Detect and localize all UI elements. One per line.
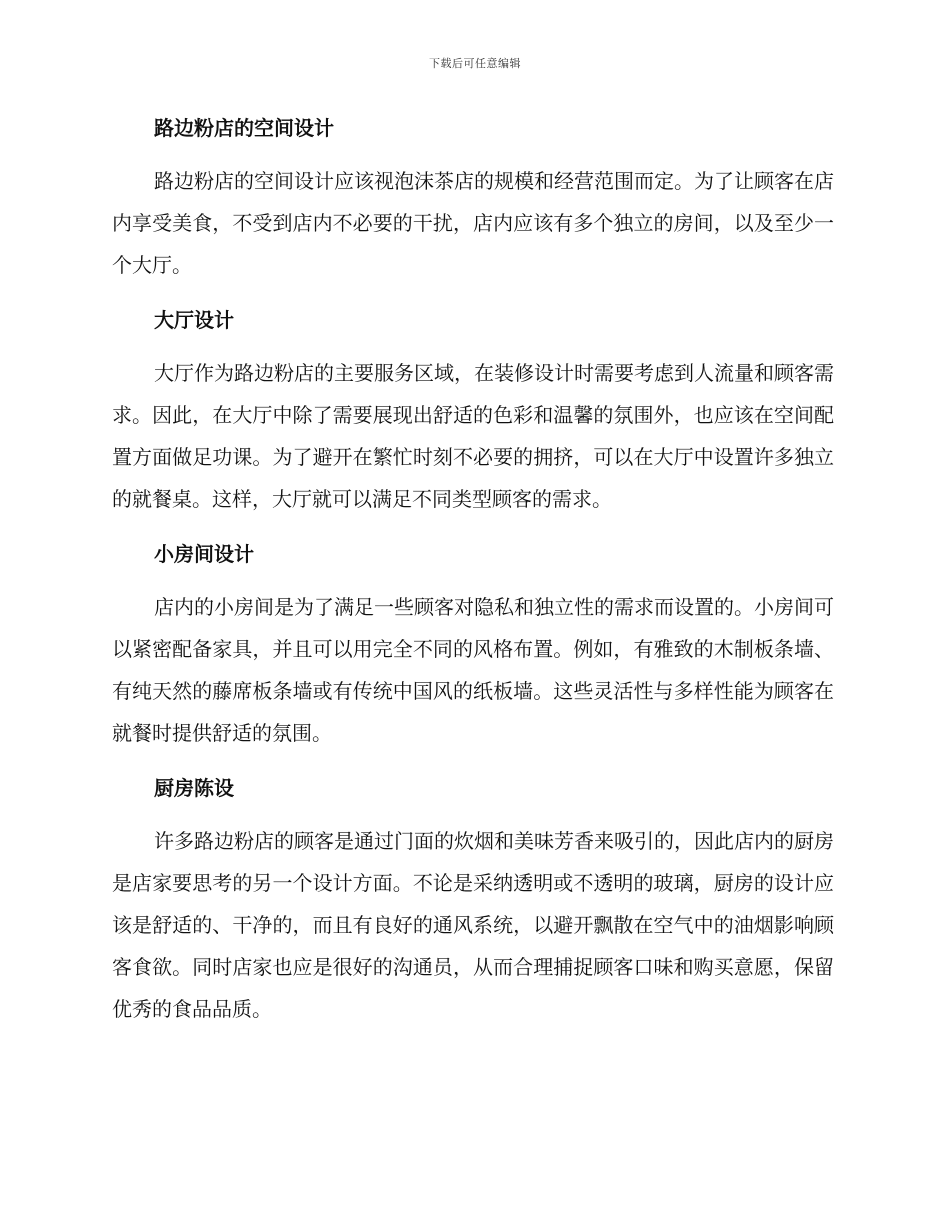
section-heading: 小房间设计 [154,542,254,566]
section-kitchen-layout [112,768,834,1030]
section-space-design [112,108,834,286]
section-paragraph: 许多路边粉店的顾客是通过门面的炊烟和美味芳香来吸引的，因此店内的厨房是店家要思考的另一个设计方面。不论是采纳透明或不透明的玻璃，厨房的设计应该是舒适的、干净的，而且有良好的通风系统，以避开飘散在空气中的油烟影响顾客食欲。同时店家也应是很好的沟通员，从而合理捕捉顾客口味和购买意愿，保留优秀的食品品质。 [112,829,834,1021]
section-heading: 厨房陈设 [154,776,234,800]
section-paragraph: 大厅作为路边粉店的主要服务区域，在装修设计时需要考虑到人流量和顾客需求。因此，在大厅中除了需要展现出舒适的色彩和温馨的氛围外，也应该在空间配置方面做足功课。为了避开在繁忙时刻不必要的拥挤，可以在大厅中设置许多独立的就餐桌。这样，大厅就可以满足不同类型顾客的需求。 [112,361,834,511]
section-hall-design [112,300,834,520]
document-body [112,108,834,1044]
section-heading: 路边粉店的空间设计 [154,116,334,140]
section-small-room-design [112,534,834,754]
section-paragraph: 店内的小房间是为了满足一些顾客对隐私和独立性的需求而设置的。小房间可以紧密配备家具，并且可以用完全不同的风格布置。例如，有雅致的木制板条墙、有纯天然的藤席板条墙或有传统中国风的纸板墙。这些灵活性与多样性能为顾客在就餐时提供舒适的氛围。 [112,595,834,745]
section-heading: 大厅设计 [154,308,234,332]
section-paragraph: 路边粉店的空间设计应该视泡沫茶店的规模和经营范围而定。为了让顾客在店内享受美食，不受到店内不必要的干扰，店内应该有多个独立的房间，以及至少一个大厅。 [112,169,834,277]
page-header: 下载后可任意编辑 [429,57,521,70]
